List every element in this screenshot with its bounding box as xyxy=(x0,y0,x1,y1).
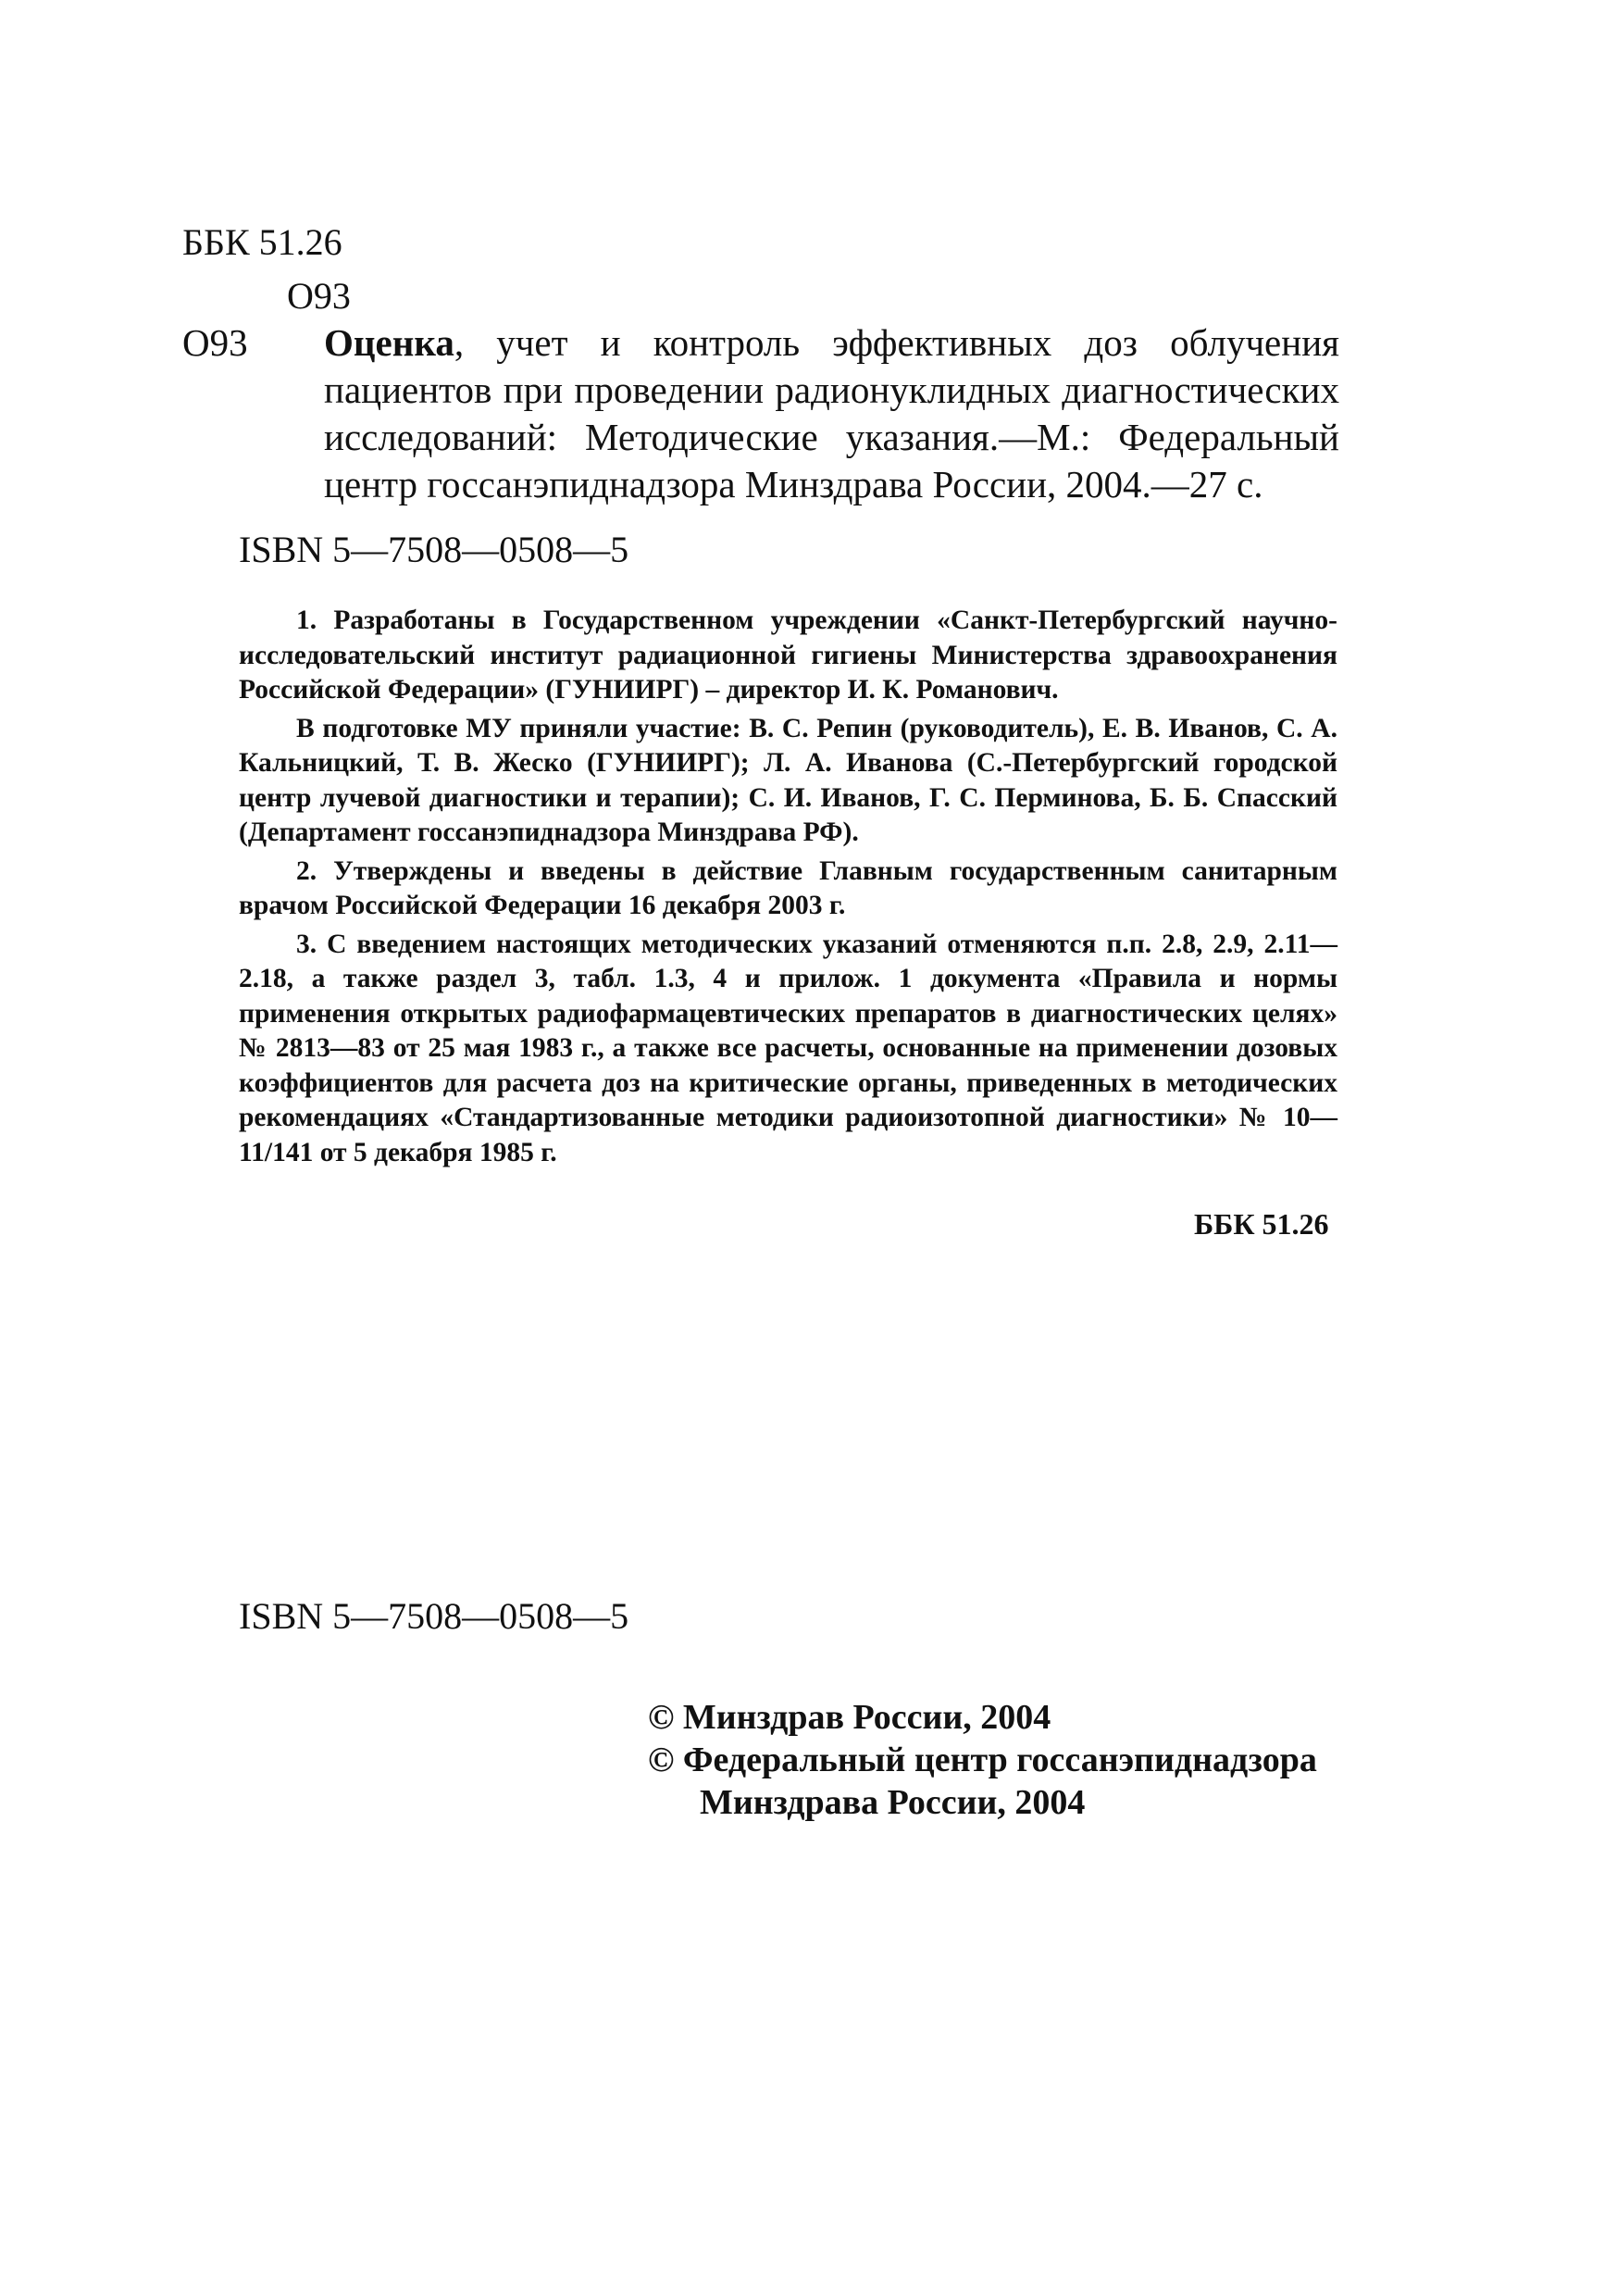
entry-description xyxy=(182,319,1339,508)
bbk-classification-right: ББК 51.26 xyxy=(1194,1207,1329,1241)
copyright-line-center: © Федеральный центр госсанэпиднадзора xyxy=(648,1741,1317,1779)
entry-author-code: О93 xyxy=(182,321,248,364)
bibliographic-entry xyxy=(182,319,1339,508)
copyright-line-center-cont: Минздрава России, 2004 xyxy=(700,1783,1086,1822)
copyright-block xyxy=(648,1696,1317,1824)
isbn-top: ISBN 5—7508—0508—5 xyxy=(239,529,629,570)
note-supersedes: 3. С введением настоящих методических указаний отменяются п.п. 2.8, 2.9, 2.11—2.18, а также раздел 3, табл. 1.3, 4 и прилож. 1 документа «Правила и нормы применения открытых радиофармацевтических препаратов в диагностических целях» № 2813—83 от 25 мая 1983 г., а также все расчеты, основанные на применении дозовых коэффициентов для расчета доз на критические органы, приведенных в методических рекомендациях «Стандартизованные методики радиоизотопной диагностики» № 10—11/141 от 5 декабря 1985 г. xyxy=(239,929,1337,1167)
copyright-line-ministry: © Минздрав России, 2004 xyxy=(648,1698,1051,1737)
note-contributors: В подготовке МУ приняли участие: В. С. Репин (руководитель), Е. В. Иванов, С. А. Кальницкий, Т. В. Жеско (ГУНИИРГ); Л. А. Иванова (С.-Петербургский городской центр лучевой диагностики и терапии); С. И. Иванов, Г. С. Перминова, Б. Б. Спасский (Департамент госсанэпиднадзора Минздрава РФ). xyxy=(239,713,1337,847)
bbk-classification-top: ББК 51.26 xyxy=(182,221,342,263)
note-developed-by: 1. Разработаны в Государственном учреждении «Санкт-Петербургский научно-исследовательский институт радиационной гигиены Министерства здравоохранения Российской Федерации» (ГУНИИРГ) – директор И. К. Романович. xyxy=(239,605,1337,705)
entry-title-bold: Оценка xyxy=(324,321,454,364)
publication-notes xyxy=(239,604,1337,1174)
entry-text: , учет и контроль эффективных доз облучения пациентов при проведении радионуклидных диагностических исследований: Методические указания.—М.: Федеральный центр госсанэпиднадзора Минздрава России, 2004.—27 с. xyxy=(324,321,1339,505)
author-code-top: О93 xyxy=(287,275,351,317)
isbn-bottom: ISBN 5—7508—0508—5 xyxy=(239,1595,629,1637)
note-approved: 2. Утверждены и введены в действие Главным государственным санитарным врачом Российской Федерации 16 декабря 2003 г. xyxy=(239,855,1337,920)
